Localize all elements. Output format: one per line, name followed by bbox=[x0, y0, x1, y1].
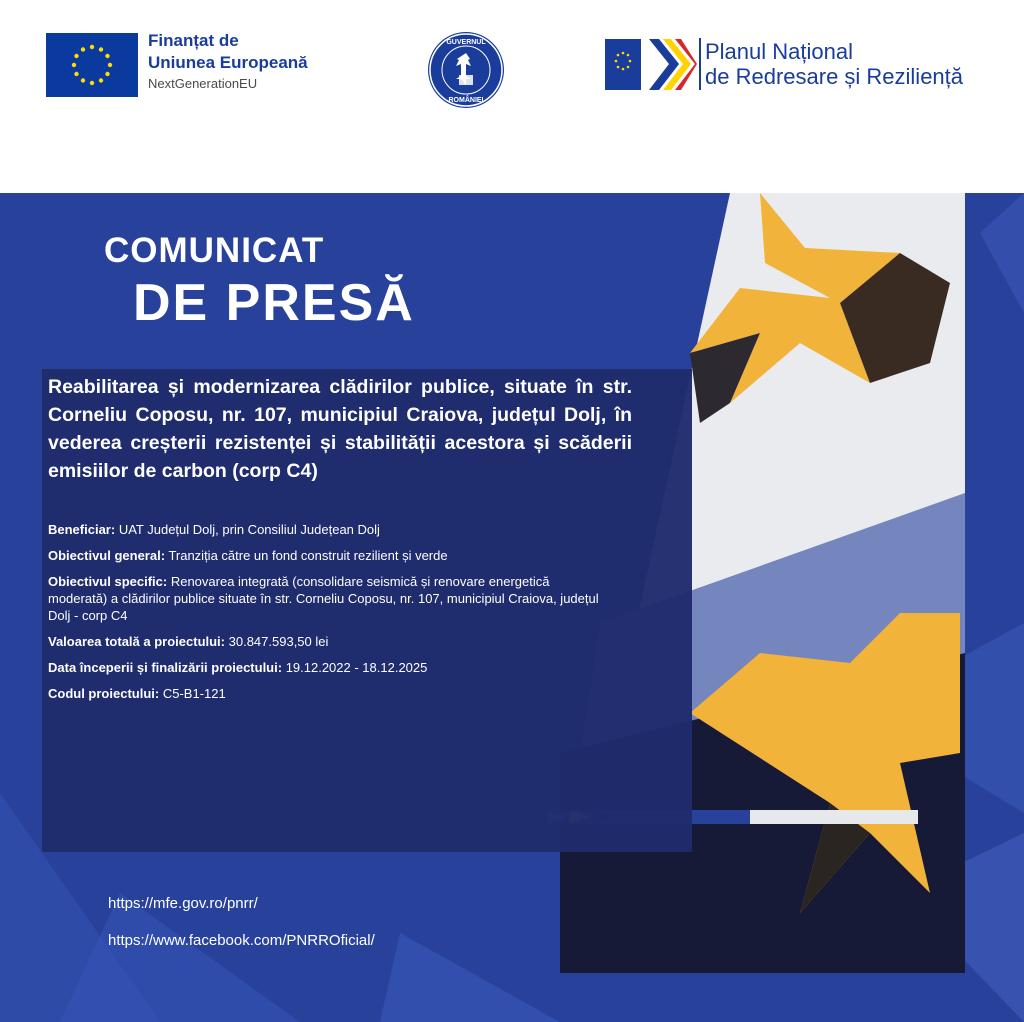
field-beneficiar bbox=[48, 521, 600, 538]
pnrr-line2: de Redresare și Reziliență bbox=[705, 64, 964, 89]
svg-text:ROMÂNIEI: ROMÂNIEI bbox=[448, 97, 484, 104]
project-headline: Reabilitarea și modernizarea clădirilor publice, situate în str. Corneliu Coposu, nr. 107, municipiul Craiova, județul Dolj, în vederea creșterii rezistenței și stabilității acestora și scăderii emisiilor de carbon (corp C4) bbox=[48, 376, 632, 482]
field-value: C5-B1-121 bbox=[162, 686, 226, 701]
svg-text:GUVERNUL: GUVERNUL bbox=[446, 39, 486, 46]
field-obiectiv-specific bbox=[48, 573, 600, 624]
pnrr-separator bbox=[699, 38, 701, 90]
field-label: Data începerii și finalizării proiectului: bbox=[48, 660, 283, 675]
field-label: Obiectivul specific: bbox=[48, 574, 168, 589]
pnrr-label bbox=[705, 39, 963, 89]
field-data-proiect bbox=[48, 659, 600, 676]
facebook-link[interactable]: https://www.facebook.com/PNRROficial/ bbox=[108, 932, 375, 949]
field-obiectiv-general bbox=[48, 547, 600, 564]
eu-funding-label bbox=[148, 30, 308, 94]
guvernul-romaniei-seal-icon bbox=[427, 31, 505, 109]
field-label: Valoarea totală a proiectului: bbox=[48, 634, 225, 649]
field-cod-proiect bbox=[48, 685, 600, 702]
field-value: 19.12.2022 - 18.12.2025 bbox=[285, 660, 428, 675]
press-release-poster bbox=[0, 193, 1024, 1022]
poster-title-line1: COMUNICAT bbox=[104, 231, 325, 270]
pnrr-logo-icon bbox=[605, 37, 697, 92]
field-label: Obiectivul general: bbox=[48, 548, 166, 563]
field-value: Tranziția către un fond construit rezilient și verde bbox=[168, 548, 448, 563]
field-value: UAT Județul Dolj, prin Consiliul Județean Dolj bbox=[118, 522, 380, 537]
field-label: Codul proiectului: bbox=[48, 686, 160, 701]
poster-title-line2: DE PRESĂ bbox=[133, 274, 415, 332]
pnrr-line1: Planul Național bbox=[705, 39, 853, 64]
field-value: 30.847.593,50 lei bbox=[228, 634, 329, 649]
eu-line1: Finanțat de bbox=[148, 31, 239, 50]
field-label: Beneficiar: bbox=[48, 522, 116, 537]
eu-line2: Uniunea Europeană bbox=[148, 53, 308, 72]
eu-flag-icon bbox=[46, 33, 138, 97]
field-value: Renovarea integrată (consolidare seismică și renovare energetică moderată) a clădirilor publice situate în str. Corneliu Coposu, nr. 107, municipiul Craiova, județul Dolj - corp C4 bbox=[48, 574, 599, 623]
project-fields bbox=[48, 521, 600, 711]
mfe-link[interactable]: https://mfe.gov.ro/pnrr/ bbox=[108, 895, 258, 912]
field-valoare-totala bbox=[48, 633, 600, 650]
header bbox=[0, 0, 1024, 176]
eu-line3: NextGenerationEU bbox=[148, 76, 258, 91]
